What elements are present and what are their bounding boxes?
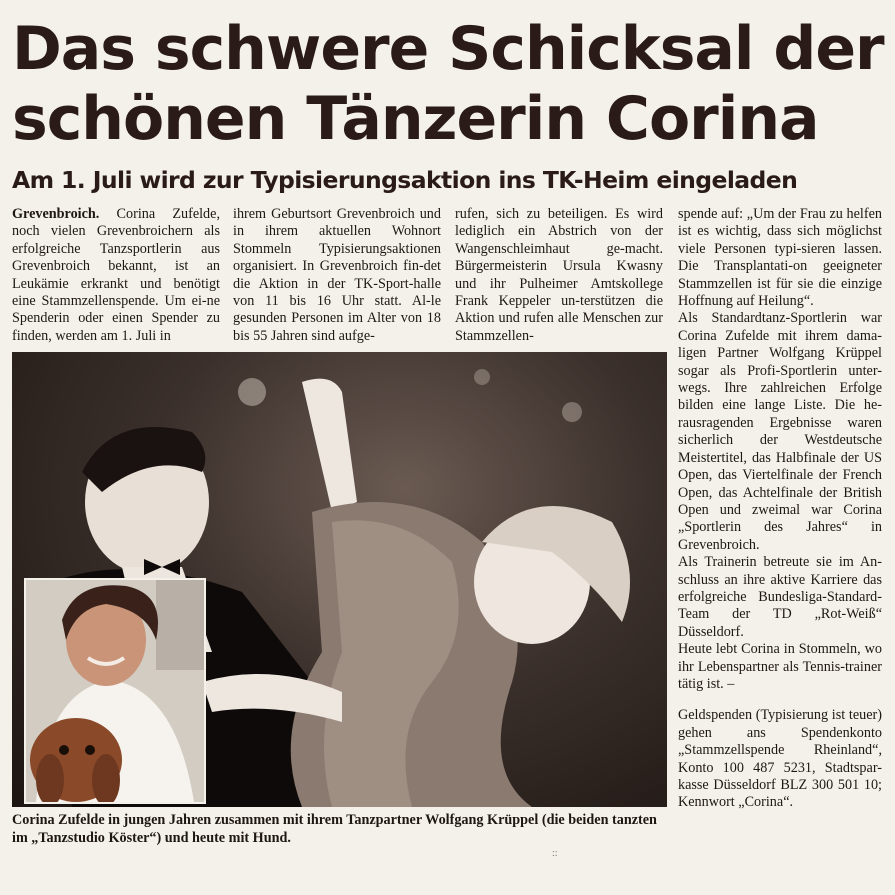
headline: [12, 14, 892, 154]
column-4-donations: Geldspenden (Typisierung ist teuer) gehen ans Spendenkonto „Stammzellspende Rheinland“, Konto 100 487 5231, Stadtspar-kasse Düsseldorf BLZ 300 501 10; Kennwort „Corina“.: [678, 707, 882, 811]
column-4-today: Heute lebt Corina in Stommeln, wo ihr Lebenspartner als Tennis-trainer tätig ist. –: [678, 641, 882, 692]
column-4-trainer: Als Trainerin betreute sie im An-schluss an ihre aktive Karriere das erfolgreiche Bundesliga-Standard-Team der TD „Rot-Weiß“ Düsseldorf.: [678, 554, 882, 640]
subheadline: Am 1. Juli wird zur Typisierungsaktion ins TK-Heim eingeladen: [12, 166, 798, 194]
photo-caption: Corina Zufelde in jungen Jahren zusammen mit ihrem Tanzpartner Wolfgang Krüppel (die beiden tanzten im „Tanzstudio Köster“) und heute mit Hund.: [12, 812, 657, 846]
column-1-body: Corina Zufelde, noch vielen Grevenbroichern als erfolgreiche Tanzsportlerin aus Grevenbroich bekannt, ist an Leukämie erkrankt und benötigt eine Stammzellenspende. Um ei-ne Spenderin oder einen Spender zu finden, werden am 1. Juli in: [12, 206, 220, 344]
column-1-text: [12, 206, 220, 345]
article-column-4: [678, 206, 882, 812]
article-column-2: [233, 206, 441, 345]
column-4-career: Als Standardtanz-Sportlerin war Corina Zufelde mit ihrem dama-ligen Partner Wolfgang Krüppel sogar als Profi-Sportlerin unter-wegs. Ihre zahlreichen Erfolge bilden eine lange Liste. Die he-rausragenden Ergebnisse waren sicherlich der Westdeutsche Meistertitel, das Halbfinale der US Open, das Viertelfinale der French Open, das Achtelfinale der British Open und zweimal war Corina „Sportlerin des Jahres“ in Grevenbroich.: [678, 310, 882, 553]
headline-line-2: schönen Tänzerin Corina: [12, 84, 819, 154]
headline-line-1: Das schwere Schicksal der: [12, 14, 884, 84]
column-3-text: rufen, sich zu beteiligen. Es wird lediglich ein Abstrich von der Wangenschleimhaut ge-macht. Bürgermeisterin Ursula Kwasny und ihr Pulheimer Amtskollege Frank Keppeler un-terstützen die Aktion und rufen alle Menschen zur Stammzellen-: [455, 206, 663, 344]
column-2-text: ihrem Geburtsort Grevenbroich und in ihrem aktuellen Wohnort Stommeln Typisierungsaktionen organisiert. In Grevenbroich fin-det die Aktion in der TK-Sport-halle von 11 bis 16 Uhr statt. Al-le gesunden Personen im Alter von 18 bis 55 Jahren sind aufge-: [233, 206, 441, 344]
inset-portrait-photo: [24, 578, 206, 804]
article-column-1: [12, 206, 220, 345]
print-mark: ::: [552, 848, 558, 859]
dateline: Grevenbroich.: [12, 206, 100, 222]
column-4-quote: spende auf: „Um der Frau zu helfen ist es wichtig, dass sich möglichst viele Personen typi-sieren lassen. Die Transplantati-on geeigneter Stammzellen ist für sie die einzige Hoffnung auf Heilung“.: [678, 206, 882, 310]
inset-portrait-illustration: [26, 580, 204, 802]
article-column-3: [455, 206, 663, 345]
